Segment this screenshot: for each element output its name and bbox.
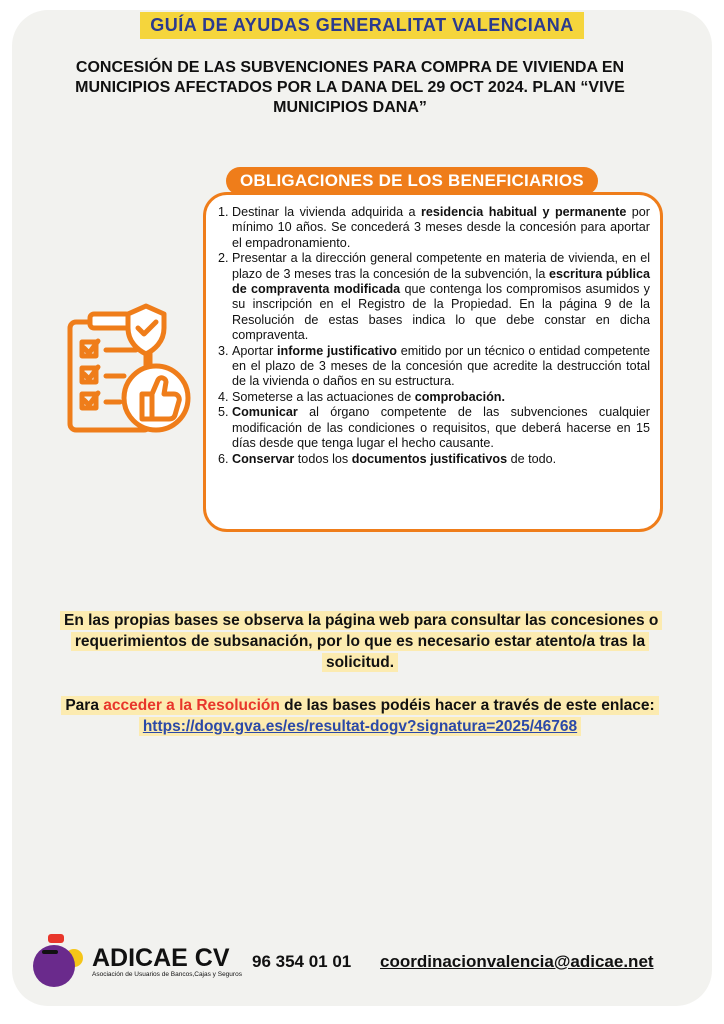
- obligation-text: [232, 251, 650, 343]
- obligation-number: 6.: [218, 451, 229, 466]
- resolution-link-text[interactable]: acceder a la Resolución: [103, 697, 280, 714]
- footer: [30, 930, 710, 990]
- obligation-item: [218, 344, 650, 390]
- obligation-bold-text: Comunicar: [232, 405, 298, 420]
- obligation-text: [232, 405, 650, 451]
- obligation-text-part: de todo.: [507, 451, 557, 466]
- obligation-number: 4.: [218, 389, 229, 404]
- obligation-text: [232, 452, 650, 467]
- obligation-text-part: todos los: [294, 451, 352, 466]
- guide-title: [0, 12, 724, 39]
- obligation-item: [218, 390, 650, 405]
- obligations-list: [218, 205, 650, 467]
- obligation-item: [218, 452, 650, 467]
- obligation-text-part: por mínimo 10 años. Se concederá 3 meses desde la concesión para aportar el empadronamiento.: [232, 205, 650, 250]
- resolution-text-before: Para: [65, 697, 104, 714]
- org-subtitle: Asociación de Usuarios de Bancos,Cajas y Seguros: [92, 971, 242, 978]
- info-paragraph: En las propias bases se observa la página web para consultar las concesiones o requerimientos de subsanación, por lo que es necesario estar atento/a tras la solicitud.: [60, 611, 662, 672]
- guide-title-label: GUÍA DE AYUDAS GENERALITAT VALENCIANA: [140, 12, 584, 39]
- obligation-number: 5.: [218, 405, 229, 420]
- obligation-bold-text: Conservar: [232, 451, 295, 466]
- obligation-text-part: Destinar la vivienda adquirida a: [232, 205, 421, 219]
- obligation-bold-text: comprobación.: [414, 389, 505, 404]
- obligation-text-part: Aportar: [232, 343, 278, 358]
- obligations-title: OBLIGACIONES DE LOS BENEFICIARIOS: [226, 167, 598, 195]
- obligation-text-part: al órgano competente de las subvenciones cualquier modificación de las condiciones o requisitos, que deberá hacerse en 15 días desde que tenga lugar el hecho causante.: [232, 405, 650, 451]
- obligation-number: 2.: [218, 251, 229, 266]
- obligation-text-part: que contenga los compromisos asumidos y su inscripción en el Registro de la Propiedad. En la página 9 de la Resolución de estas bases indica lo que debe constar en dicha compraventa.: [232, 282, 650, 343]
- obligation-item: [218, 405, 650, 451]
- obligation-number: 3.: [218, 343, 229, 358]
- resolution-url-link[interactable]: https://dogv.gva.es/es/resultat-dogv?signatura=2025/46768: [142, 718, 578, 735]
- obligation-number: 1.: [218, 205, 229, 219]
- obligation-bold-text: informe justificativo: [277, 343, 397, 358]
- checklist-thumbs-up-icon: [62, 300, 198, 440]
- resolution-text-after: de las bases podéis hacer a través de este enlace:: [279, 697, 655, 714]
- org-name: ADICAE CV: [92, 944, 230, 972]
- obligation-bold-text: documentos justificativos: [351, 451, 508, 466]
- email-link[interactable]: coordinacionvalencia@adicae.net: [380, 952, 654, 971]
- page-title: CONCESIÓN DE LAS SUBVENCIONES PARA COMPRA DE VIVIENDA EN MUNICIPIOS AFECTADOS POR LA DANA DEL 29 OCT 2024. PLAN “VIVE MUNICIPIOS DANA”: [75, 59, 625, 116]
- phone-number[interactable]: 96 354 01 01: [252, 952, 352, 971]
- adicae-logo-icon: [30, 930, 90, 990]
- obligation-text-part: emitido por un técnico o entidad competente en el plazo de 3 meses de la concesión que acredite la destrucción total de la vivienda o daños en su estructura.: [232, 343, 650, 389]
- obligation-text: [232, 390, 650, 405]
- obligation-bold-text: residencia habitual y permanente: [421, 205, 627, 219]
- info-block: [60, 610, 660, 737]
- obligation-text: [232, 344, 650, 390]
- obligation-item: [218, 251, 650, 343]
- obligation-text-part: Someterse a las actuaciones de: [232, 389, 415, 404]
- obligation-item: [218, 205, 650, 251]
- resolution-paragraph: [61, 696, 658, 715]
- obligation-text: [232, 205, 650, 251]
- obligation-text-part: Presentar a la dirección general competente en materia de vivienda, en el plazo de 3 meses tras la concesión de la subvención, la: [232, 251, 650, 281]
- obligation-bold-text: escritura pública de compraventa modificada: [232, 266, 650, 297]
